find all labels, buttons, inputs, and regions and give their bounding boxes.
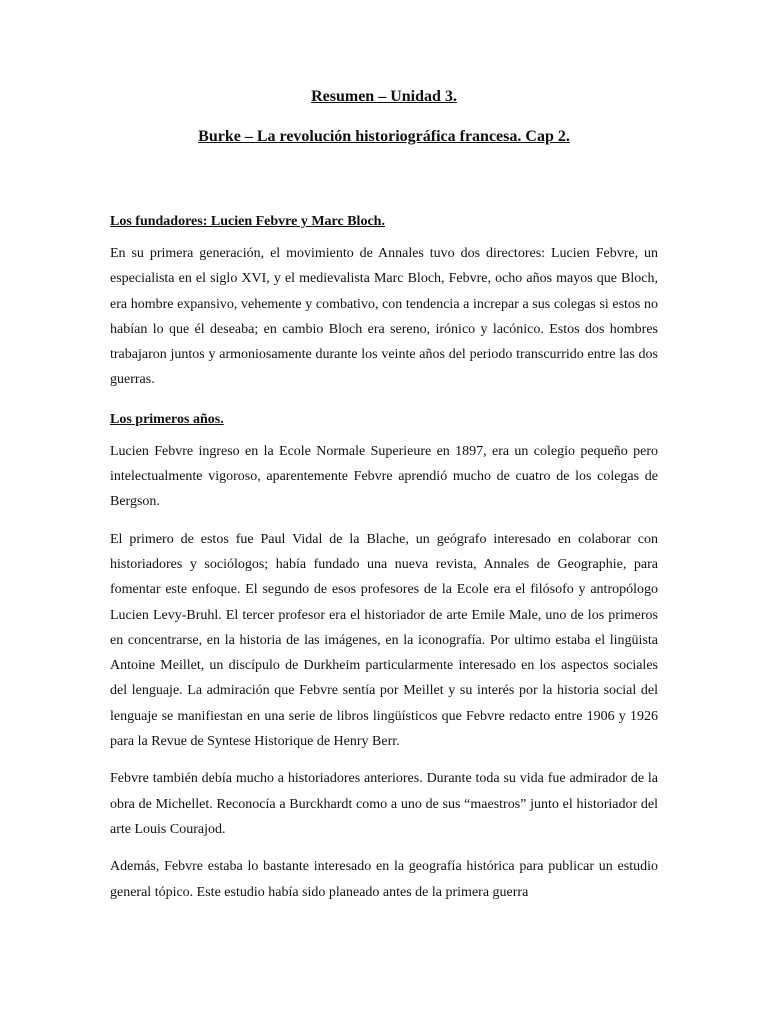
section-heading-founders: Los fundadores: Lucien Febvre y Marc Bloch. (110, 214, 385, 229)
document-title: Resumen – Unidad 3. (311, 88, 457, 105)
paragraph: El primero de estos fue Paul Vidal de la Blache, un geógrafo interesado en colaborar con historiadores y sociólogos; había fundado una nueva revista, Annales de Geographie, para fomentar este enfoque. El segundo de esos profesores de la Ecole era el filósofo y antropólogo Lucien Levy-Bruhl. El tercer profesor era el historiador de arte Emile Male, uno de los primeros en concentrarse, en la historia de las imágenes, en la iconografía. Por ultimo estaba el lingüista Antoine Meillet, un discípulo de Durkheim particularmente interesado en los aspectos sociales del lenguaje. La admiración que Febvre sentía por Meillet y su interés por la historia social del lenguaje se manifiestan en una serie de libros lingüísticos que Febvre redacto entre 1906 y 1926 para la Revue de Syntese Historique de Henry Berr. (110, 531, 658, 750)
document-page (110, 82, 658, 905)
paragraph: Además, Febvre estaba lo bastante interesado en la geografía histórica para publicar un estudio general tópico. Este estudio había sido planeado antes de la primera guerra (110, 859, 658, 900)
paragraph: Lucien Febvre ingreso en la Ecole Normale Superieure en 1897, era un colegio pequeño pero intelectualmente vigoroso, aparentemente Febvre aprendió mucho de cuatro de los colegas de Bergson. (110, 443, 658, 510)
document-subtitle: Burke – La revolución historiográfica francesa. Cap 2. (198, 128, 570, 145)
section-heading-early-years: Los primeros años. (110, 411, 224, 427)
paragraph: Febvre también debía mucho a historiadores anteriores. Durante toda su vida fue admirador de la obra de Michellet. Reconocía a Burckhardt como a uno de sus “maestros” junto el historiador del arte Louis Courajod. (110, 771, 658, 837)
paragraph: En su primera generación, el movimiento de Annales tuvo dos directores: Lucien Febvre, un especialista en el siglo XVI, y el medievalista Marc Bloch, Febvre, ocho años mayos que Bloch, era hombre expansivo, vehemente y combativo, con tendencia a increpar a sus colegas si estos no habían lo que él deseaba; en cambio Bloch era sereno, irónico y lacónico. Estos dos hombres trabajaron juntos y armoniosamente durante los veinte años del periodo transcurrido entre las dos guerras. (110, 246, 658, 388)
